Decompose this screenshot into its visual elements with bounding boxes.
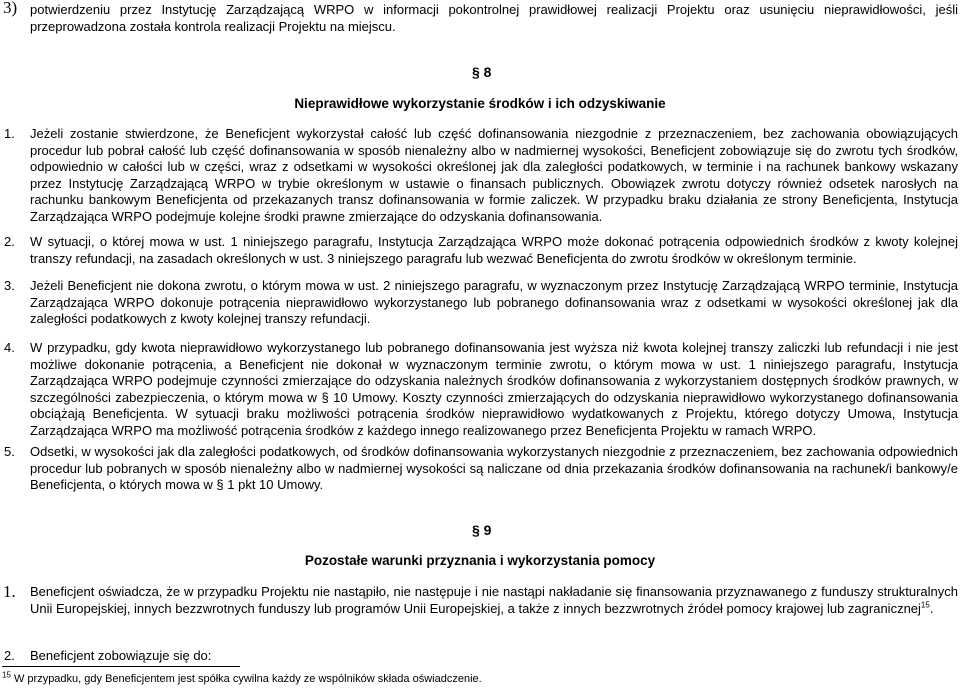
s8-paragraph-5: Odsetki, w wysokości jak dla zaległości podatkowych, od środków dofinansowania wykorzystanych niezgodnie z przeznaczeniem, bez zachowania odpowiednich procedur lub pobranych w sposób nienależny albo w nadmiernej wysokości są naliczane od dnia przekazania środków dofinansowania na rachunek/i bankowy/e Beneficjenta, o których mowa w § 1 pkt 10 Umowy. xyxy=(30,444,958,493)
section-9-title: Pozostałe warunki przyznania i wykorzystania pomocy xyxy=(304,553,656,568)
s8-paragraph-4: W przypadku, gdy kwota nieprawidłowo wykorzystanego lub pobranego dofinansowania jest wyższa niż kwota kolejnej transzy zaliczki lub refundacji i nie jest możliwe dokonanie potrącenia, a Beneficjent nie dokonał w wyznaczonym terminie zwrotu, o którym mowa w ust. 1 niniejszego paragrafu, Instytucja Zarządzająca WRPO podejmuje czynności zmierzające do odzyskania należnych środków dofinansowania z wykorzystaniem dostępnych środków prawnych, w szczególności zabezpieczenia, o którym mowa w § 10 Umowy. Koszty czynności zmierzających do odzyskania nieprawidłowo wykorzystanego dofinansowania obciążają Beneficjenta. W sytuacji braku możliwości potrącenia środków nieprawidłowo wydatkowanych z Projektu, którego dotyczy Umowa, Instytucja Zarządzająca WRPO ma możliwość potrącenia środków z każdego innego realizowanego przez Beneficjenta Projektu w ramach WRPO. xyxy=(30,340,958,438)
s9-paragraph-1 xyxy=(30,584,958,617)
item-number: 3. xyxy=(4,278,15,293)
item-number: 1. xyxy=(3,582,16,601)
item-number: 1. xyxy=(4,126,15,141)
footnote-text: W przypadku, gdy Beneficjentem jest spółka cywilna każdy ze wspólników składa oświadczenie. xyxy=(13,673,482,685)
item-number: 3) xyxy=(3,0,18,17)
footnote xyxy=(2,670,482,685)
s9-paragraph-1-text: Beneficjent oświadcza, że w przypadku Projektu nie nastąpiło, nie następuje i nie nastąpi nakładanie się finansowania przyznawanego z funduszy strukturalnych Unii Europejskiej, innych bezzwrotnych funduszy lub programów Unii Europejskiej, a także z innych bezzwrotnych źródeł pomocy krajowej lub zagranicznej xyxy=(30,584,958,616)
s8-paragraph-1: Jeżeli zostanie stwierdzone, że Beneficjent wykorzystał całość lub część dofinansowania niezgodnie z przeznaczeniem, bez zachowania obowiązujących procedur lub pobrał całość lub część dofinansowania w sposób nienależny albo w nadmiernej wysokości, Beneficjent zobowiązuje się do zwrotu tych środków, odpowiednio w całości lub w części, wraz z odsetkami w wysokości określonej jak dla zaległości podatkowych, w terminie i na rachunek bankowy wskazany przez Instytucję Zarządzającą WRPO w trybie określonym w ustawie o finansach publicznych. Obowiązek zwrotu dotyczy również odsetek narosłych na rachunku bankowym Beneficjenta od przekazanych transz dofinansowania w formie zaliczek. W przypadku braku działania ze strony Beneficjenta, Instytucja Zarządzająca WRPO podejmuje kolejne środki prawne zmierzające do odzyskania dofinansowania. xyxy=(30,126,958,224)
item-number: 4. xyxy=(4,340,15,355)
section-8-title: Nieprawidłowe wykorzystanie środków i ich odzyskiwanie xyxy=(294,96,666,111)
item-number: 5. xyxy=(4,444,15,459)
footnote-mark: 15 xyxy=(2,670,11,680)
s8-paragraph-2: W sytuacji, o której mowa w ust. 1 niniejszego paragrafu, Instytucja Zarządzająca WRPO może dokonać potrącenia odpowiednich środków z kwoty kolejnej transzy refundacji, na zasadach określonych w ust. 3 niniejszego paragrafu lub wezwać Beneficjenta do zwrotu środków w określonym terminie. xyxy=(30,234,958,266)
item-number: 2. xyxy=(4,648,15,663)
s8-paragraph-3: Jeżeli Beneficjent nie dokona zwrotu, o którym mowa w ust. 2 niniejszego paragrafu, w wyznaczonym przez Instytucję Zarządzającą WRPO terminie, Instytucja Zarządzająca WRPO dokonuje potrącenia nieprawidłowo wykorzystanego lub pobranego dofinansowania wraz z odsetkami w wysokości określonej jak dla zaległości podatkowych z kwoty kolejnej transzy refundacji. xyxy=(30,278,958,327)
footnote-ref[interactable]: 15 xyxy=(920,600,930,610)
s9-paragraph-1-tail: . xyxy=(929,600,934,616)
section-8-sign: § 8 xyxy=(472,64,492,80)
item-number: 2. xyxy=(4,234,15,249)
s9-paragraph-2: Beneficjent zobowiązuje się do: xyxy=(30,648,212,663)
footnote-divider xyxy=(2,666,240,667)
section-9-sign: § 9 xyxy=(472,522,492,538)
paragraph-item-3-top: potwierdzeniu przez Instytucję Zarządzającą WRPO w informacji pokontrolnej prawidłowej realizacji Projektu oraz usunięciu nieprawidłowości, jeśli przeprowadzona została kontrola realizacji Projektu na miejscu. xyxy=(30,2,958,34)
